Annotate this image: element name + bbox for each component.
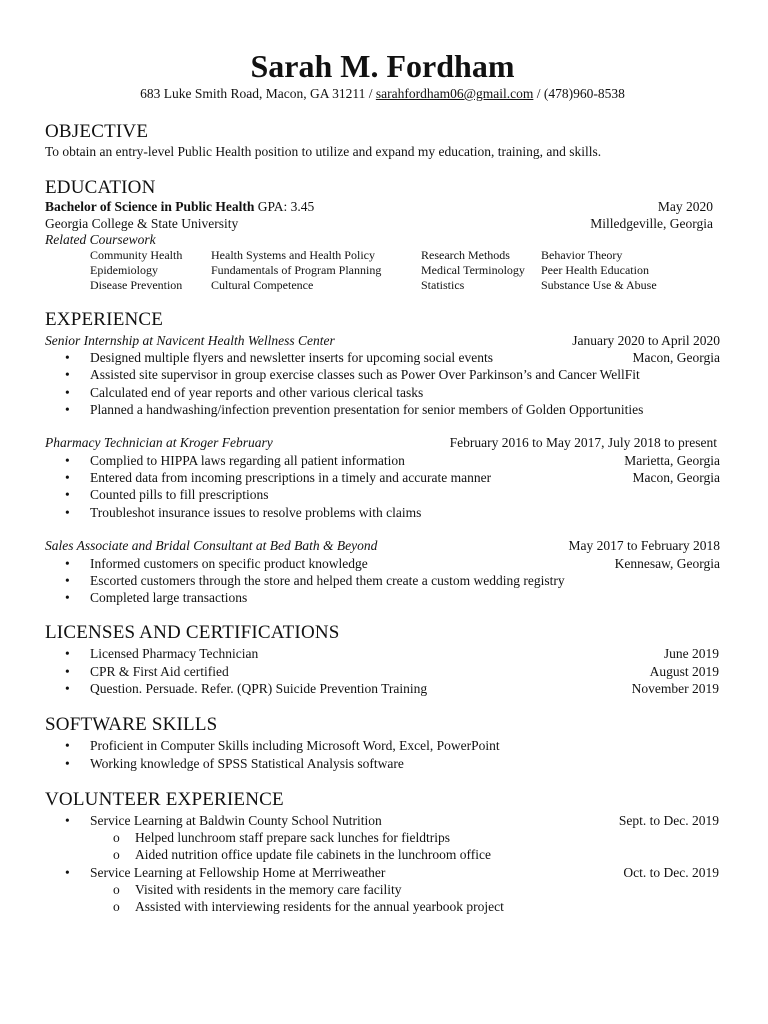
course-item: Cultural Competence (211, 278, 314, 292)
education-heading: EDUCATION (45, 177, 156, 198)
course-item: Fundamentals of Program Planning (211, 263, 382, 277)
course-item: Statistics (421, 278, 465, 292)
bullet-dot-icon: • (65, 556, 70, 571)
email-link[interactable]: sarahfordham06@gmail.com (375, 86, 534, 101)
coursework-label: Related Coursework (45, 232, 156, 247)
licenses-heading: LICENSES AND CERTIFICATIONS (45, 622, 340, 643)
job-title-line (45, 332, 720, 349)
hollow-bullet-icon: o (113, 830, 120, 845)
bullet-dot-icon: • (65, 350, 70, 365)
school-line (45, 215, 720, 232)
volunteer-heading: VOLUNTEER EXPERIENCE (45, 789, 284, 810)
graduation-date: May 2020 (657, 199, 713, 214)
job-title-line (45, 537, 720, 554)
bullet-dot-icon: • (65, 646, 70, 661)
hollow-bullet-icon: o (113, 882, 120, 897)
objective-heading: OBJECTIVE (45, 121, 149, 142)
job-title: Sales Associate and Bridal Consultant at Bed Bath & Beyond (45, 538, 378, 553)
hollow-bullet-icon: o (113, 899, 120, 914)
course-item: Research Methods (421, 248, 510, 262)
bullet-dot-icon: • (65, 505, 70, 520)
contact-line (45, 86, 720, 102)
phone-text: / (478)960-8538 (536, 86, 625, 101)
job-title-line (45, 434, 720, 451)
course-item: Health Systems and Health Policy (211, 248, 375, 262)
bullet-dot-icon: • (65, 590, 70, 605)
school-location: Milledgeville, Georgia (590, 216, 713, 231)
job-date: May 2017 to February 2018 (568, 538, 720, 553)
gpa: GPA: 3.45 (257, 199, 315, 214)
bullet-dot-icon: • (65, 385, 70, 400)
job-title: Pharmacy Technician at Kroger February (45, 435, 273, 450)
bullet-dot-icon: • (65, 367, 70, 382)
experience-heading: EXPERIENCE (45, 309, 164, 330)
bullet-dot-icon: • (65, 865, 70, 880)
degree-name: Bachelor of Science in Public Health (45, 199, 255, 214)
course-item: Medical Terminology (421, 263, 525, 277)
job-date: January 2020 to April 2020 (572, 333, 720, 348)
bullet-dot-icon: • (65, 573, 70, 588)
bullet-dot-icon: • (65, 402, 70, 417)
course-item: Epidemiology (90, 263, 158, 277)
bullet-dot-icon: • (65, 487, 70, 502)
resume-name: Sarah M. Fordham (250, 48, 515, 84)
job-date: February 2016 to May 2017, July 2018 to present (449, 435, 717, 450)
course-item: Behavior Theory (541, 248, 623, 262)
hollow-bullet-icon: o (113, 847, 120, 862)
objective-text: To obtain an entry-level Public Health position to utilize and expand my education, training, and skills. (45, 144, 602, 159)
bullet-dot-icon: • (65, 681, 70, 696)
software-heading: SOFTWARE SKILLS (45, 714, 218, 735)
bullet-dot-icon: • (65, 756, 70, 771)
degree-line (45, 198, 720, 215)
bullet-dot-icon: • (65, 453, 70, 468)
course-item: Community Health (90, 248, 183, 262)
address-text: 683 Luke Smith Road, Macon, GA 31211 / (140, 86, 373, 101)
bullet-dot-icon: • (65, 738, 70, 753)
school-name: Georgia College & State University (45, 216, 239, 231)
course-item: Peer Health Education (541, 263, 649, 277)
bullet-dot-icon: • (65, 470, 70, 485)
bullet-dot-icon: • (65, 664, 70, 679)
course-item: Substance Use & Abuse (541, 278, 657, 292)
bullet-dot-icon: • (65, 813, 70, 828)
course-item: Disease Prevention (90, 278, 183, 292)
job-title: Senior Internship at Navicent Health Wellness Center (45, 333, 335, 348)
